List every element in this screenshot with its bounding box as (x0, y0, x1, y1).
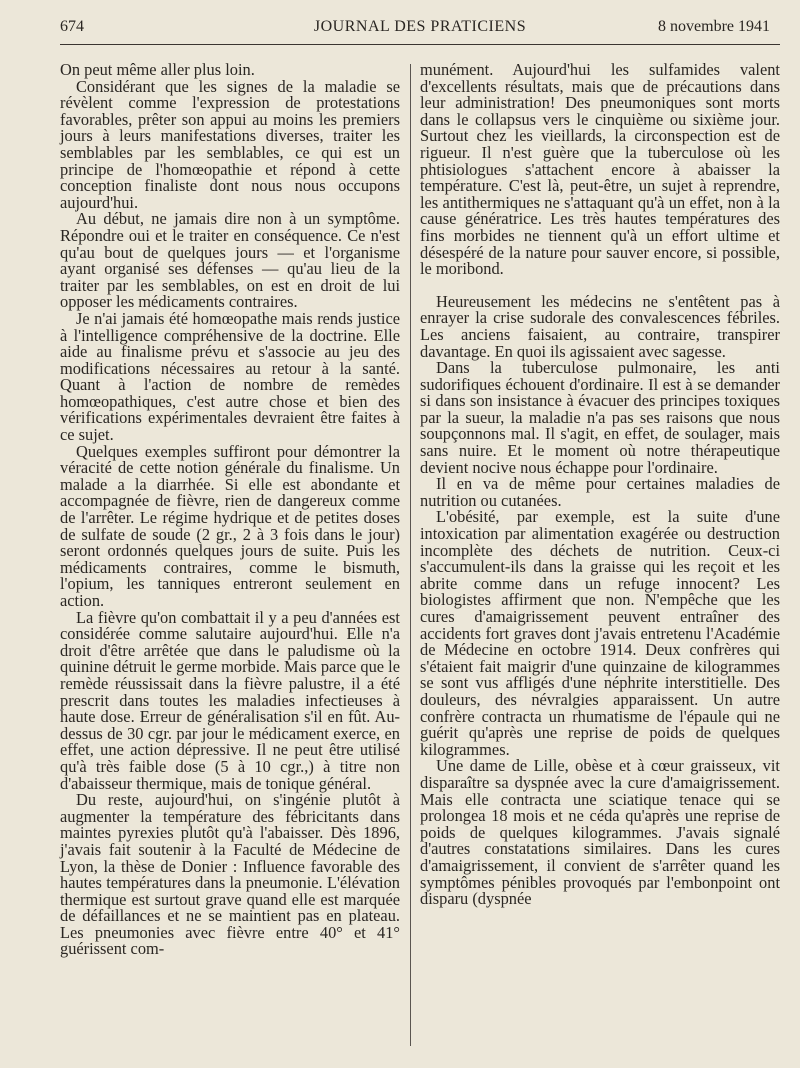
issue-date: 8 novembre 1941 (658, 18, 770, 35)
left-column (60, 62, 400, 1060)
paragraph: La fièvre qu'on combattait il y a peu d'années est considérée comme salutaire aujourd'hui. Elle n'a droit d'être arrêtée que dans le paludisme où la quinine détruit le germe morbide. Mais parce que le remède réussissait dans la fièvre palustre, il a été prescrit dans toutes les maladies infectieuses à haute dose. Erreur de généralisation s'il en fût. Au-dessus de 30 cgr. par jour le médicament exerce, en effet, une action dépressive. Il ne peut être utilisé qu'à très faible dose (5 à 10 cgr.,) à titre non d'abaisseur thermique, mais de tonique général. (60, 607, 400, 793)
paragraph: Du reste, aujourd'hui, on s'ingénie plutôt à augmenter la température des fébricitants dans maintes pyrexies plutôt qu'à l'abaisser. Dès 1896, j'avais fait soutenir à la Faculté de Médecine de Lyon, la thèse de Donier : Influence favorable des hautes températures dans la pneumonie. L'élévation thermique est surtout grave quand elle est marquée de défaillances et ne se maintient pas en plateau. Les pneumonies avec fièvre entre 40° et 41° guérissent com- (60, 790, 400, 959)
paragraph: Dans la tuberculose pulmonaire, les anti sudorifiques échouent d'ordinaire. Il est à se demander si dans son insistance à évacuer des principes toxiques par la sueur, la maladie n'a pas ses raisons que nous soupçonnons mal. Il s'agit, en effet, de soulager, mais sans nuire. Et le moment où notre thérapeutique devient nocive nous échappe pour l'ordinaire. (420, 358, 780, 477)
paragraph: L'obésité, par exemple, est la suite d'une intoxication par alimentation exagérée ou destruction incomplète des déchets de nutrition. Ceux-ci s'accumulent-ils dans la graisse qui les reçoit et les abrite comme dans un refuge innocent? Les biologistes affirment que non. N'empêche que les cures d'amaigrissement peuvent entraîner des accidents fort graves dont j'avais entretenu l'Académie de Médecine en octobre 1914. Deux confrères qui s'étaient fait maigrir d'une quinzaine de kilogrammes se sont vus affligés d'une néphrite interstitielle. Des douleurs, des névralgies apparaissent. Un autre confrère contracta un rhumatisme de l'épaule qui ne guérit qu'après une reprise de poids de quelques kilogrammes. (420, 507, 780, 759)
page-number: 674 (60, 18, 84, 35)
paragraph: Je n'ai jamais été homœopathe mais rends justice à l'intelligence compréhensive de la doctrine. Elle aide au finalisme prévu et s'associe au jeu des modifications nécessaires au retour à la santé. Quant à l'action de nombre de remèdes homœopathiques, c'est autre chose et bien des vérifications expérimentales devraient être faites à ce sujet. (60, 308, 400, 445)
journal-title: JOURNAL DES PRATICIENS (313, 18, 527, 35)
paragraph: Quelques exemples suffiront pour démontrer la véracité de cette notion générale du finalisme. Un malade a la diarrhée. Si elle est abondante et accompagnée de fièvre, rien de dangereux comme de l'arrêter. Le régime hydrique et de petites doses de sulfate de soude (2 gr., 2 à 3 fois dans le jour) seront ordonnés quelques jours de suite. Puis les médicaments contraires, comme le bismuth, l'opium, les tanniques entreront seulement en action. (60, 441, 400, 610)
paragraph: Une dame de Lille, obèse et à cœur graisseux, vit disparaître sa dyspnée avec la cure d'amaigrissement. Mais elle contracta une sciatique tenace qui se prolongea 18 mois et ne céda qu'après une reprise de poids de quelques kilogrammes. J'avais signalé d'autres constatations similaires. Dans les cures d'amaigrissement, il convient de s'arrêter quand les symptômes pénibles provoqués par l'embonpoint ont disparu (dyspnée (420, 756, 780, 909)
paragraph: munément. Aujourd'hui les sulfamides valent d'excellents résultats, mais que de précautions dans leur administration! Des pneumoniques sont morts dans le collapsus vers le cinquième ou sixième jour. Surtout chez les vieillards, la circonspection est de rigueur. Il n'est guère que la tuberculose où les phtisiologues s'attachent encore à abaisser la température. C'est là, peut-être, un sujet à reprendre, les antithermiques ne s'attaquant qu'à un effet, non à la cause génératrice. Les très hautes températures des fins morbides ne tiennent qu'à un effort ultime et désespéré de la nature pour sauver encore, si possible, le moribond. (420, 60, 780, 279)
column-divider (410, 64, 411, 1046)
paragraph: On peut même aller plus loin. (60, 60, 255, 79)
page-header (60, 18, 780, 40)
header-rule (60, 44, 780, 45)
right-column (420, 62, 780, 1060)
paragraph: Il en va de même pour certaines maladies de nutrition ou cutanées. (420, 474, 780, 510)
paragraph: Heureusement les médecins ne s'entêtent pas à enrayer la crise sudorale des convalescences fébriles. Les anciens faisaient, au contraire, transpirer davantage. En quoi ils agissaient avec sagesse. (420, 291, 780, 361)
paragraph: Considérant que les signes de la maladie se révèlent comme l'expression de protestations favorables, prêter son appui au moins les premiers jours à leurs manifestations diverses, traiter les semblables par les semblables, ce qui est un principe de l'homœopathie et répond à cette conception finaliste dont nous nous occupons aujourd'hui. (60, 76, 400, 212)
paragraph: Au début, ne jamais dire non à un symptôme. Répondre oui et le traiter en conséquence. Ce n'est qu'au bout de quelques jours — et l'organisme ayant organisé ses défenses — qu'au lieu de la traiter par les semblables, on est en droit de lui opposer les médicaments contraires. (60, 209, 400, 312)
